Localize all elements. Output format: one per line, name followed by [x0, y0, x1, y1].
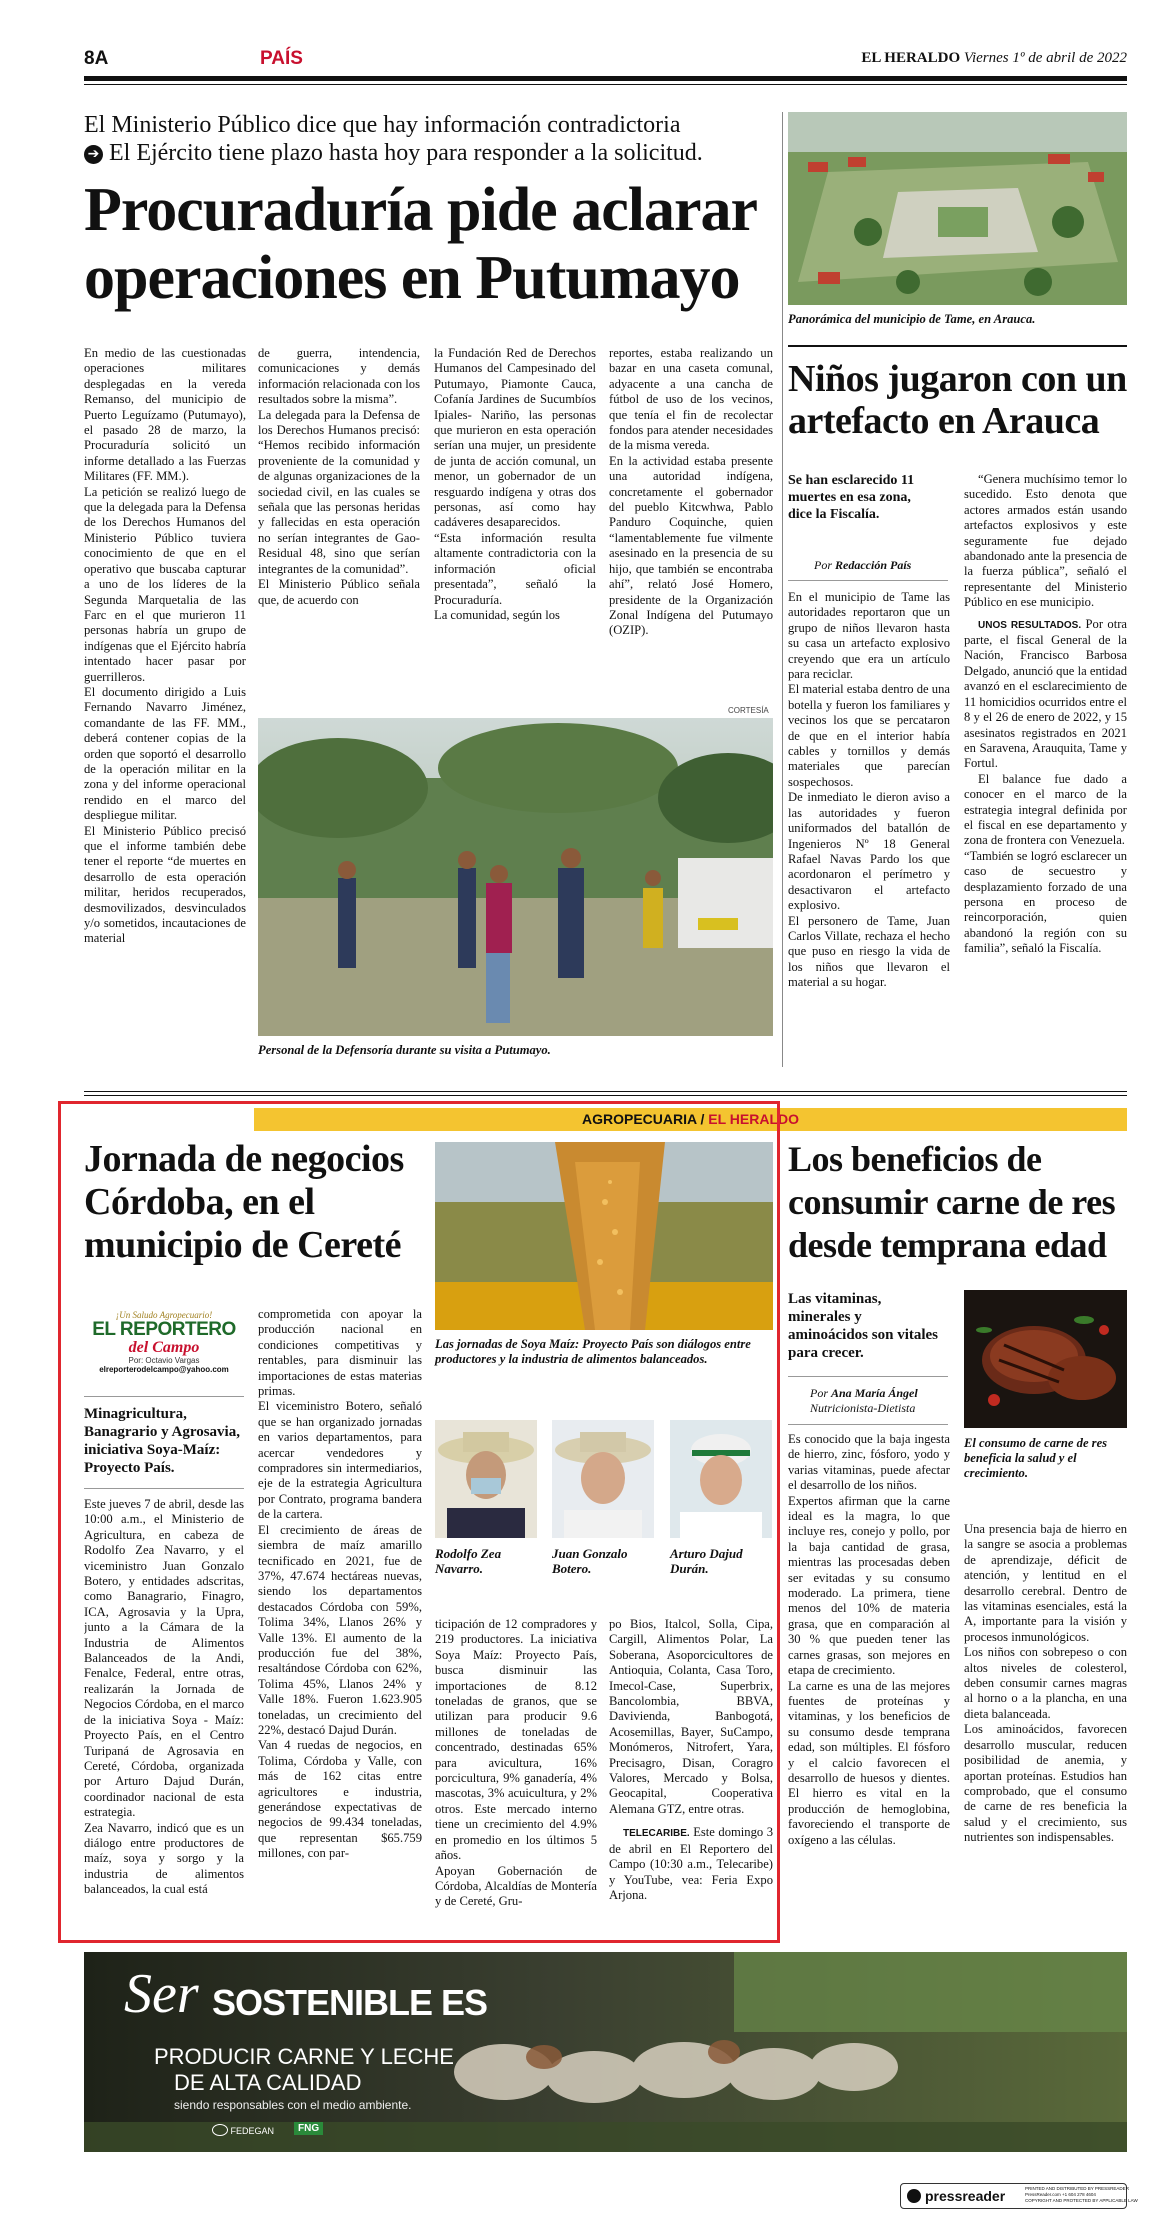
ad-tagline: siendo responsables con el medio ambiente. [174, 2098, 412, 2112]
fng-logo: FNG [294, 2122, 323, 2135]
logo-email: elreporterodelcampo@yahoo.com [99, 1365, 229, 1374]
portrait-zea [435, 1420, 537, 1538]
beef-byline-role: Nutricionista-Dietista [810, 1401, 916, 1415]
arauca-rest: El balance fue dado a conocer en el marco de la estrategia integral definida por el fiscal en ese departamento y zona de frontera con Venezuela. “También se logró esclarecer un caso de secuestro y desplazamiento forzado de una persona en proceso de reincorporación, quien abandonó la región con su familia”, señaló la Fiscalía. [964, 771, 1127, 956]
steak-photo-caption: El consumo de carne de res beneficia la salud y el crecimiento. [964, 1436, 1108, 1480]
arauca-quote: “Genera muchísimo temor lo sucedido. Esto denota que actores armados están usando artefactos explosivos y este seguramente fue dejado abandonado ante la presencia de la fuerza pública”, señaló el representante del Ministerio Público en ese municipio. [964, 472, 1127, 610]
name-zea: Rodolfo Zea Navarro. [435, 1546, 502, 1576]
pressreader-brand: pressreader [925, 2188, 1006, 2204]
date-text: Viernes 1º de abril de 2022 [963, 50, 1127, 66]
arrow-bullet-icon: ➔ [84, 145, 103, 164]
beef-byline-rule [788, 1424, 948, 1425]
arauca-byline [814, 558, 911, 573]
pressreader-badge[interactable] [900, 2183, 1138, 2209]
arauca-results-para [964, 617, 1127, 772]
ad-line-1: PRODUCIR CARNE Y LECHE [154, 2044, 454, 2069]
tame-aerial-photo [788, 112, 1127, 305]
main-col-2: de guerra, intendencia, comunicaciones y demás información relacionada con los resultados sobre la misma”. La delegada para la Defensa de los Derechos Humanos precisó: “Hemos recibido información proveniente de la comunidad y de algunas organizaciones de la sociedad civil, en las cuales se señala que las personas heridas y fallecidas en esta operación no serían integrantes de Gao-Residual 48, sino que serían integrantes de la comunidad”. El Ministerio Público señala que, de acuerdo con [258, 346, 420, 607]
masthead-date [861, 50, 1127, 67]
arauca-rule [788, 345, 1127, 347]
name-botero: Juan Gonzalo Botero. [552, 1546, 628, 1576]
pressreader-icon [907, 2189, 921, 2203]
ad-headline: SOSTENIBLE ES [212, 1982, 488, 2023]
sponsors-text: po Bios, Italcol, Solla, Cipa, Cargill, Alimentos Polar, La Soberana, Asoporcicultores de Antioquia, Colanta, Casa Toro, Imecol-Case, Superbrix, Bancolombia, BBVA, Davivienda, Banbogotá, Acosemillas, Bayer, SuCampo, Monómeros, Nitrofert, Yara, Precisagro, Disan, Coragro Valores, Mercado y Bolsa, Geocapital, Cooperativa Alemana GTZ, entre otras. [609, 1617, 773, 1816]
main-col-3: la Fundación Red de Derechos Humanos del Campesinado del Putumayo, Piamonte Cauca, Cofanía Jardines de Sucumbíos Ipiales- Nariño, las personas que murieron en esta operación serían una mujer, un presidente de junta de acción comunal, un menor, un gobernador de un resguardo indígena y otras dos personas, así como hay cadáveres desaparecidos. “Esta información resulta altamente contradictoria con la información oficial presentada”, señaló la Procuraduría. La comunidad, según los [434, 346, 596, 622]
agro-col-4 [609, 1617, 773, 1927]
page-number: 8A [84, 48, 109, 69]
fineprint-2: PressReader.com +1 604 278 4604 [1025, 2192, 1096, 2197]
beef-summary-rule [788, 1376, 948, 1377]
arauca-headline: Niños jugaron con un artefacto en Arauca [788, 358, 1127, 442]
main-col-4: reportes, estaba realizando un bazar en una caseta comunal, adyacente a una cancha de fútbol de uso de los vecinos, que tenía el fin de recolectar fondos para atender necesidades de la misma vereda. En la actividad estaba presente una autoridad indígena, concretamente el gobernador del pueblo Kitcwhwa, Pablo Panduro Coquinche, quien “lamentablemente fue vilmente asesinado en la presencia de su hijo, que también se encontraba ahí”, relató José Homero, presidente de la Organización Zonal Indígena del Putumayo (OZIP). [609, 346, 773, 638]
mid-page-rule-2 [84, 1095, 1127, 1096]
agro-col-2: comprometida con apoyar la producción nacional en condiciones competitivas y rentables, para disminuir las importaciones de estas materias primas. El viceministro Botero, señaló que se han organizado jornadas en varios departamentos, para acercar vendedores y compradores sin intermediarios, eje de la estrategia Agricultura por Contrato, programa bandera de la cartera. El crecimiento de áreas de siembra de maíz amarillo tecnificado en 2021, fue de 37%, 47.674 hectáreas nuevas, siendo los departamentos destacados Córdoba con 59%, Tolima 34%, Llanos 26% y Valle 13%. El aumento de la producción fue del 38%, resaltándose Córdoba con 62%, Tolima 45%, Llanos 24% y Valle 18%. Fueron 1.623.905 toneladas, un crecimiento del 22%, destacó Dajud Durán. Van 4 ruedas de negocios, en Tolima, Córdoba y Valle, con más de 162 citas entre agricultores e industria, generándose expectativas de negocios de 99.434 toneladas, que representan $65.759 millones, con par- [258, 1307, 422, 1861]
telecaribe-lead: TELECARIBE. [623, 1828, 690, 1840]
summary-rule [84, 1488, 244, 1489]
paper-name: EL HERALDO [861, 50, 961, 66]
column-rule [782, 112, 783, 1067]
arauca-summary: Se han esclarecido 11 muertes en esa zona, dice la Fiscalía. [788, 473, 915, 522]
portrait-dajud [670, 1420, 772, 1538]
beef-byline-prefix: Por [810, 1386, 828, 1400]
header-rule-thin [84, 84, 1127, 85]
fedegan-ad[interactable] [84, 1952, 1127, 2152]
agro-summary: Minagricultura, Banagrario y Agrosavia, iniciativa Soya-Maíz: Proyecto País. [84, 1406, 240, 1476]
beef-col-1: Es conocido que la baja ingesta de hierro, zinc, fósforo, yodo y varias vitaminas, puede afectar el desarrollo de los niños. Expertos afirman que la carne ideal es la magra, lo que incluye res, conejo y pollo, por la baja cantidad de grasa, mientras las procesadas deben ser evitadas y su consumo moderado. La primera, tiene menos del 10% de materia grasa, que en comparación al 30 % que pueden tener las carnes grasas, son mejores en etapa de crecimiento. La carne es una de las mejores fuentes de proteínas y vitaminas, y los beneficios de su consumo desde temprana edad, son múltiples. El fósforo y el calcio favorecen el desarrollo de huesos y dientes. El hierro es vital en la producción de hemoglobina, favoreciendo el transporte de oxígeno a las células. [788, 1432, 950, 1847]
agro-headline: Jornada de negocios Córdoba, en el municipio de Cereté [84, 1138, 404, 1266]
mid-page-rule [84, 1091, 1127, 1092]
header-rule [84, 76, 1127, 81]
grain-harvest-photo [435, 1142, 773, 1330]
photo-credit: CORTESÍA [728, 706, 769, 715]
defensoria-photo [258, 718, 773, 1036]
byline-name: Redacción País [835, 558, 912, 572]
agro-col-3: ticipación de 12 compradores y 219 productores. La iniciativa Soya Maíz: Proyecto País, busca disminuir las importaciones de 8.12 toneladas de granos, que se utilizan para producir 9.6 millones de toneladas de concentrado, destinadas 65% para avicultura, 16% porcicultura, 9% ganadería, 4% mascotas, 3% acuicultura, y 2% otros. Este mercado interno tiene un crecimiento del 4.9% en promedio en los últimos 5 años. Apoyan Gobernación de Córdoba, Alcaldías de Montería y de Cereté, Gru- [435, 1617, 597, 1909]
logo-main-1: EL REPORTERO [92, 1319, 236, 1340]
fedegan-icon [212, 2124, 228, 2136]
agro-col-1: Este jueves 7 de abril, desde las 10:00 a.m., el Ministerio de Agricultura, en cabeza de Rodolfo Zea Navarro, y el viceministro Juan Gonzalo Botero, y entidades adscritas, como Banagrario, Finagro, ICA, Agrosavia y la Upra, junto a la Cámara de la Industria de Alimentos Balanceados de la Andi, Fenalce, Federal, entre otras, realizarán la Jornada de Negocios Córdoba, en el marco de la iniciativa Soya - Maíz: Proyecto País, en el Centro Turipaná de Agrosavia en Cereté, Córdoba, organizada por Arturo Dajud Durán, coordinador nacional de esta estrategia. Zea Navarro, indicó que es un diálogo entre productores de maíz, soya y sorgo y la industria de alimentos balanceados, la cual está [84, 1497, 244, 1897]
fedegan-logo [212, 2124, 274, 2136]
byline-rule [788, 580, 948, 581]
byline-prefix: Por [814, 558, 832, 572]
name-dajud: Arturo Dajud Durán. [670, 1546, 743, 1576]
main-col-1: En medio de las cuestionadas operaciones militares desplegadas en la vereda Remanso, del municipio de Puerto Leguízamo (Putumayo), el pasado 28 de marzo, la Procuraduría solicitó un informe detallado a las Fuerzas Militares (FF. MM.). La petición se realizó luego de que la delegada para la Defensa de los Derechos Humanos del Ministerio Público tuviera conocimiento de que en el operativo que buscaba capturar a uno de los líderes de la Segunda Marquetalia de las Farc en el que murieron 11 personas habría un grupo de indígenas que el Ejército habría intentado hacer pasar por guerrilleros. El documento dirigido a Luis Fernando Navarro Jiménez, comandante de las FF. MM., deberá contener copias de la orden que soportó el desarrollo de la operación militar en la zona y del informe operacional rendido en el marco del despliegue militar. El Ministerio Público precisó que el informe también debe tener el reporte “de muertes en desarrollo de esta operación militar, heridos recuperados, desmovilizados, desvinculados y/o sometidos, incautaciones de material [84, 346, 246, 946]
fedegan-label: FEDEGAN [230, 2126, 275, 2136]
kicker-line-2 [84, 140, 703, 167]
beef-byline-name: Ana María Ángel [831, 1386, 918, 1400]
logo-rule [84, 1396, 244, 1397]
telecaribe-para [609, 1825, 773, 1903]
fineprint-1: PRINTED AND DISTRIBUTED BY PRESSREADER [1025, 2186, 1129, 2191]
beef-byline [810, 1386, 918, 1416]
logo-by: Por: Octavio Vargas [128, 1356, 200, 1365]
fineprint-3: COPYRIGHT AND PROTECTED BY APPLICABLE LAW [1025, 2198, 1138, 2203]
main-headline: Procuraduría pide aclarar operaciones en Putumayo [84, 176, 756, 312]
grain-photo-caption: Las jornadas de Soya Maíz: Proyecto País son diálogos entre productores y la industria de alimentos balanceados. [435, 1337, 751, 1366]
beef-col-2: Una presencia baja de hierro en la sangre se asocia a problemas de aprendizaje, déficit de atención, y lentitud en el desarrollo cerebral. Dentro de las vitaminas esenciales, está la A, importante para la visión y procesos inmunológicos. Los niños con sobrepeso o con altos niveles de colesterol, deben consumir carnes magras al horno o a la plancha, en una dieta balanceada. Los aminoácidos, favorecen desarrollo muscular, reducen posibilidad de anemia, y aportan proteínas. Estudios han comprobado, que el consumo de carne de res beneficia la salud y el crecimiento, sus nutrientes son indispensables. [964, 1522, 1127, 1845]
tame-photo-caption: Panorámica del municipio de Tame, en Arauca. [788, 312, 1036, 326]
portrait-botero [552, 1420, 654, 1538]
kicker-text: El Ejército tiene plazo hasta hoy para responder a la solicitud. [109, 140, 703, 166]
pressreader-fineprint [1025, 2186, 1138, 2204]
beef-summary: Las vitaminas, minerales y aminoácidos son vitales para crecer. [788, 1291, 939, 1361]
ad-line-2: DE ALTA CALIDAD [174, 2070, 362, 2095]
telecaribe-text: Este domingo 3 de abril en El Reportero del Campo (10:30 a.m., Telecaribe) y YouTube, vea: Feria Expo Arjona. [609, 1825, 773, 1902]
logo-main-2: del Campo [128, 1339, 200, 1356]
arauca-col-1: En el municipio de Tame las autoridades reportaron que un grupo de niños llevaron hasta su casa un artefacto explosivo creyendo que era un artículo para reciclar. El material estaba dentro de una botella y fueron los familiares y vecinos los que se percataron de que en el interior había cables y tornillos y demás materiales que parecían sospechosos. De inmediato le dieron aviso a las autoridades y fueron uniformados del batallón de Ingenieros Nº 18 General Rafael Navas Pardo los que acordonaron el perímetro y desactivaron el artefacto explosivo. El personero de Tame, Juan Carlos Villate, rechaza el hecho que puso en riesgo la vida de los niños que llevaron el material a su hogar. [788, 590, 950, 990]
reportero-logo [84, 1310, 244, 1392]
arauca-col-2 [964, 472, 1127, 1068]
agro-band-paper: EL HERALDO [708, 1111, 800, 1127]
results-text: Por otra parte, el fiscal General de la Nación, Francisco Barbosa Delgado, anunció que la entidad avanzó en el esclarecimiento de 11 homicidios ocurridos entre el 8 y el 26 de enero de 2022, y 15 asesinatos registrados en 2021 en Saravena, Arauquita, Tame y Fortul. [964, 616, 1127, 771]
steak-photo [964, 1290, 1127, 1428]
logo-top: ¡Un Saludo Agropecuario! [115, 1310, 213, 1320]
ad-script-word: Ser [124, 1963, 199, 2025]
agro-band-slash: / [700, 1111, 705, 1127]
main-photo-caption: Personal de la Defensoría durante su visita a Putumayo. [258, 1043, 551, 1057]
kicker-line-1: El Ministerio Público dice que hay información contradictoria [84, 112, 681, 138]
results-lead: UNOS RESULTADOS. [978, 619, 1082, 631]
section-label: PAÍS [260, 48, 303, 69]
agro-band-label: AGROPECUARIA [581, 1111, 697, 1127]
beef-headline: Los beneficios de consumir carne de res desde temprana edad [788, 1139, 1116, 1265]
